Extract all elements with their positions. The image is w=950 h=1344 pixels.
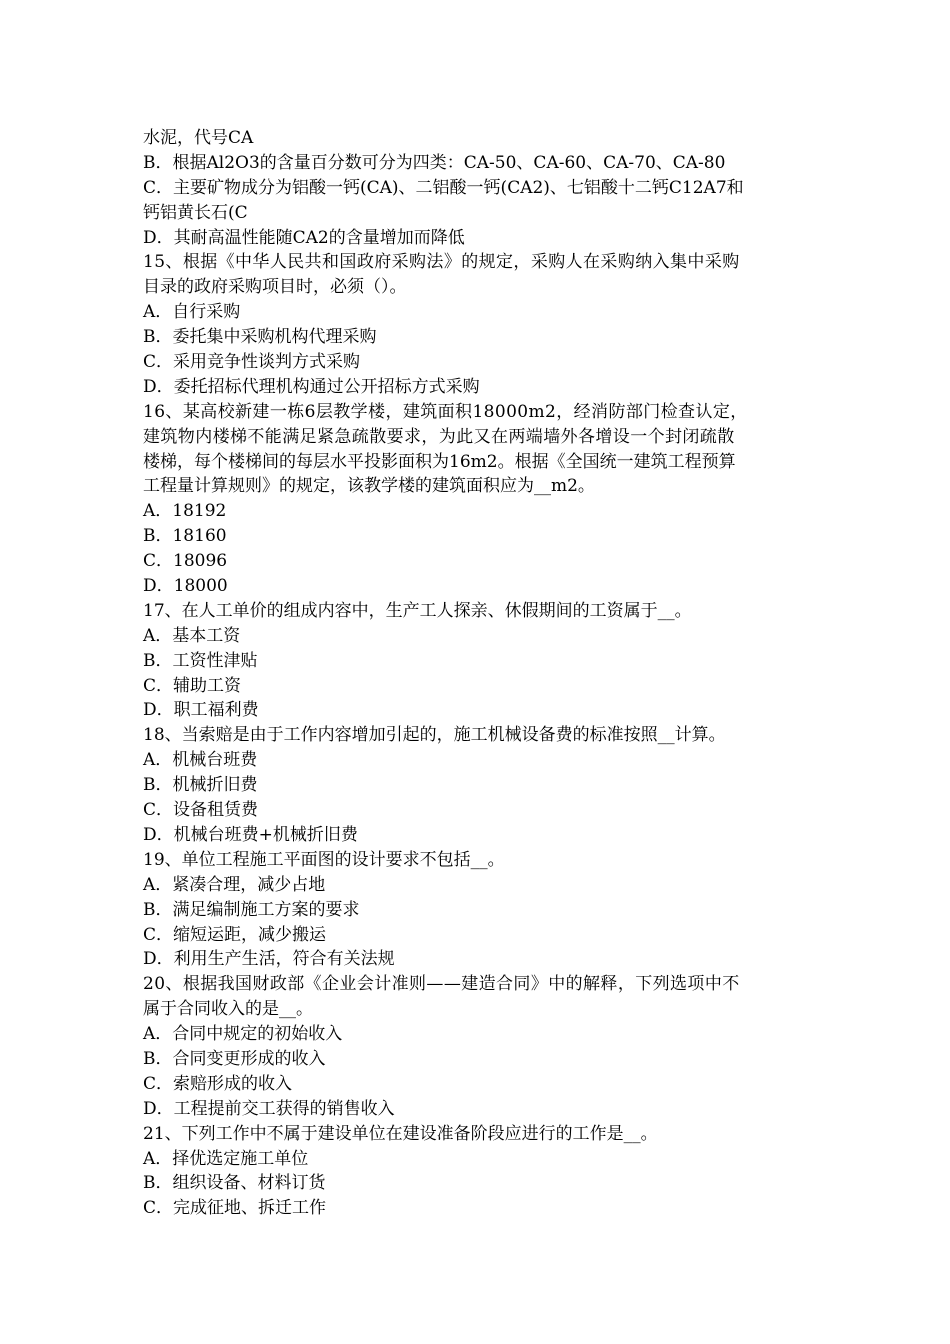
question-15: 15、根据《中华人民共和国政府采购法》的规定，采购人在采购纳入集中采购 <box>143 252 740 273</box>
option-line: B．组织设备、材料订货 <box>143 1173 326 1194</box>
option-line: D．利用生产生活，符合有关法规 <box>143 949 395 970</box>
option-line: A．机械台班费 <box>143 750 258 771</box>
option-line: B．工资性津贴 <box>143 650 258 671</box>
option-line: A．合同中规定的初始收入 <box>143 1024 343 1045</box>
option-line: B．18160 <box>143 526 227 547</box>
option-line: C．18096 <box>143 551 228 572</box>
option-line: D．18000 <box>143 576 228 597</box>
option-line: A．紧凑合理，减少占地 <box>143 874 326 895</box>
question-text-line: 工程量计算规则》的规定，该教学楼的建筑面积应为__m2。 <box>143 476 595 497</box>
question-19: 19、单位工程施工平面图的设计要求不包括__。 <box>143 849 505 870</box>
option-line: B．合同变更形成的收入 <box>143 1048 326 1069</box>
option-line: D．机械台班费+机械折旧费 <box>143 824 358 845</box>
option-line: C．完成征地、拆迁工作 <box>143 1198 327 1219</box>
option-line: C．主要矿物成分为铝酸一钙(CA)、二铝酸一钙(CA2)、七铝酸十二钙C12A7和 <box>143 177 744 198</box>
option-line: C．索赔形成的收入 <box>143 1073 293 1094</box>
option-line: C．设备租赁费 <box>143 800 259 821</box>
question-text-line: 目录的政府采购项目时，必须（）。 <box>143 277 407 298</box>
question-21: 21、下列工作中不属于建设单位在建设准备阶段应进行的工作是__。 <box>143 1123 658 1144</box>
option-line: A．18192 <box>143 501 227 522</box>
option-line: B．委托集中采购机构代理采购 <box>143 327 377 348</box>
option-line: A．自行采购 <box>143 302 241 323</box>
question-18: 18、当索赔是由于工作内容增加引起的，施工机械设备费的标准按照__计算。 <box>143 725 726 746</box>
document-body <box>143 126 811 1221</box>
option-line: D．工程提前交工获得的销售收入 <box>143 1098 395 1119</box>
option-line: D．其耐高温性能随CA2的含量增加而降低 <box>143 227 465 248</box>
option-line: C．缩短运距，减少搬运 <box>143 924 327 945</box>
option-line: C．辅助工资 <box>143 675 242 696</box>
question-text-line: 建筑物内楼梯不能满足紧急疏散要求，为此又在两端墙外各增设一个封闭疏散 <box>143 426 735 447</box>
option-line: D．委托招标代理机构通过公开招标方式采购 <box>143 376 480 397</box>
option-line: B．机械折旧费 <box>143 775 258 796</box>
option-line: C．采用竞争性谈判方式采购 <box>143 352 361 373</box>
question-text-line: 属于合同收入的是__。 <box>143 999 313 1020</box>
option-line: D．职工福利费 <box>143 700 259 721</box>
text-line: 钙铝黄长石(C <box>143 202 248 223</box>
option-line: B．根据Al2O3的含量百分数可分为四类：CA-50、CA-60、CA-70、CA-80 <box>143 152 726 173</box>
option-line: A．择优选定施工单位 <box>143 1148 309 1169</box>
option-line: B．满足编制施工方案的要求 <box>143 899 360 920</box>
question-16: 16、某高校新建一栋6层教学楼，建筑面积18000m2，经消防部门检查认定， <box>143 401 748 422</box>
option-line: A．基本工资 <box>143 625 241 646</box>
text-line: 水泥，代号CA <box>143 128 254 148</box>
question-text-line: 楼梯，每个楼梯间的每层水平投影面积为16m2。根据《全国统一建筑工程预算 <box>143 451 736 472</box>
question-20: 20、根据我国财政部《企业会计准则——建造合同》中的解释，下列选项中不 <box>143 974 740 995</box>
question-17: 17、在人工单价的组成内容中，生产工人探亲、休假期间的工资属于__。 <box>143 600 692 621</box>
